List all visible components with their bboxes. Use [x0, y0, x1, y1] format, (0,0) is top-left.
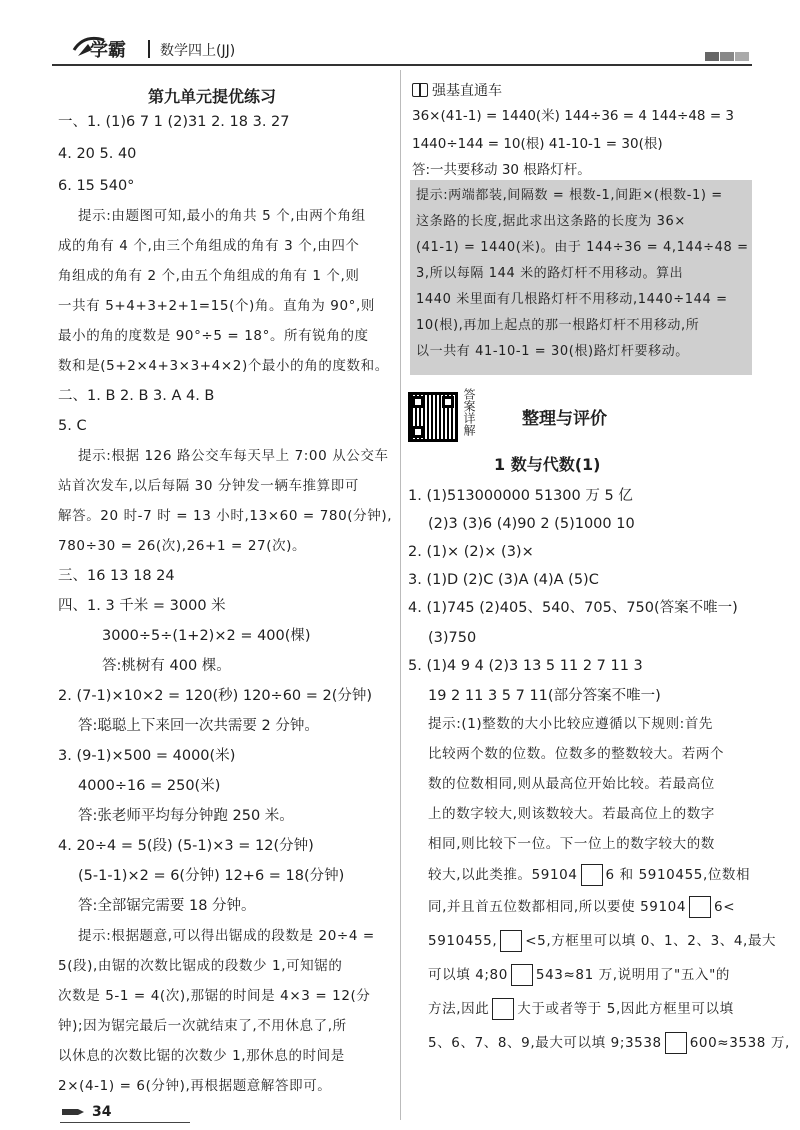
header-separator: [148, 40, 150, 58]
qr-code-icon[interactable]: [408, 392, 458, 442]
hint-line: 钟);因为锯完最后一次就结束了,不用休息了,所: [58, 1018, 347, 1034]
hint-line: 以休息的次数比锯的次数少 1,那休息的时间是: [58, 1048, 345, 1064]
blank-box: [500, 930, 522, 952]
header-rule: [52, 64, 752, 66]
hint-line: 提示:根据 126 路公交车每天早上 7:00 从公交车: [78, 448, 389, 464]
answer-line: 答:一共要移动 30 根路灯杆。: [412, 162, 591, 178]
blank-box: [689, 896, 711, 918]
page-header: [52, 30, 752, 66]
answer-line: 1. (1)513000000 51300 万 5 亿: [408, 488, 633, 504]
hint-line: 2×(4-1) = 6(分钟),再根据题意解答即可。: [58, 1078, 332, 1094]
page-number: 34: [92, 1104, 112, 1120]
answer-line: 二、1. B 2. B 3. A 4. B: [58, 388, 215, 404]
hint-line: 数的位数相同,则从最高位开始比较。若最高位: [428, 776, 715, 792]
column-divider: [400, 70, 401, 1120]
pencil-icon: [62, 1108, 84, 1116]
hint-line: 比较两个数的位数。位数多的整数较大。若两个: [428, 746, 725, 762]
answer-line: 3. (1)D (2)C (3)A (4)A (5)C: [408, 572, 599, 588]
hint-line: 5910455, <5,方框里可以填 0、1、2、3、4,最大: [428, 930, 776, 952]
hint-line: 提示:由题图可知,最小的角共 5 个,由两个角组: [78, 208, 366, 224]
answer-line: 2. (7-1)×10×2 = 120(秒) 120÷60 = 2(分钟): [58, 688, 373, 704]
hint-line: 方法,因此 大于或者等于 5,因此方框里可以填: [428, 998, 734, 1020]
hint-line: (41-1) = 1440(米)。由于 144÷36 = 4,144÷48 =: [416, 240, 749, 255]
hint-line: 角组成的角有 2 个,由五个角组成的角有 1 个,则: [58, 268, 360, 284]
section-title: 整理与评价: [522, 409, 607, 429]
hint-line: 一共有 5+4+3+2+1=15(个)角。直角为 90°,则: [58, 298, 376, 314]
qr-label: 答案详解: [462, 388, 476, 436]
answer-line: 答:全部锯完需要 18 分钟。: [78, 898, 256, 914]
brand-name: 学霸: [90, 40, 126, 61]
blank-box: [581, 864, 603, 886]
blank-box: [665, 1032, 687, 1054]
blank-box: [492, 998, 514, 1020]
hint-line: 5、6、7、8、9,最大可以填 9;3538 600≈3538 万,: [428, 1032, 790, 1054]
hint-line: 提示:根据题意,可以得出锯成的段数是 20÷4 =: [78, 928, 375, 944]
answer-line: 4. 20÷4 = 5(段) (5-1)×3 = 12(分钟): [58, 838, 314, 854]
answer-line: 答:张老师平均每分钟跑 250 米。: [78, 808, 294, 824]
answer-line: 3000÷5÷(1+2)×2 = 400(棵): [102, 628, 311, 644]
hint-line: 5(段),由锯的次数比锯成的段数少 1,可知锯的: [58, 958, 343, 974]
section-heading: [412, 80, 502, 100]
hint-line: 同,并且首五位数都相同,所以要使 59104 6<: [428, 896, 735, 918]
hint-line: 10(根),再加上起点的那一根路灯杆不用移动,所: [416, 318, 700, 333]
answer-line: 4. 20 5. 40: [58, 146, 137, 162]
book-subtitle: 数学四上(JJ): [160, 43, 236, 59]
hint-line: 这条路的长度,据此求出这条路的长度为 36×: [416, 214, 686, 229]
hint-line: 提示:(1)整数的大小比较应遵循以下规则:首先: [428, 716, 714, 732]
answer-line: 5. C: [58, 418, 87, 434]
answer-line: (2)3 (3)6 (4)90 2 (5)1000 10: [428, 516, 635, 532]
answer-line: 2. (1)× (2)× (3)×: [408, 544, 534, 560]
answer-line: 一、1. (1)6 7 1 (2)31 2. 18 3. 27: [58, 114, 290, 130]
answer-line: 4000÷16 = 250(米): [78, 778, 221, 794]
hint-line: 可以填 4;80 543≈81 万,说明用了"五入"的: [428, 964, 730, 986]
answer-line: 19 2 11 3 5 7 11(部分答案不唯一): [428, 688, 661, 704]
hint-line: 解答。20 时-7 时 = 13 小时,13×60 = 780(分钟),: [58, 508, 393, 524]
hint-line: 站首次发车,以后每隔 30 分钟发一辆车推算即可: [58, 478, 359, 494]
answer-line: (3)750: [428, 630, 477, 646]
footer-rule: [60, 1122, 190, 1123]
blank-box: [511, 964, 533, 986]
answer-line: 5. (1)4 9 4 (2)3 13 5 11 2 7 11 3: [408, 658, 643, 674]
hint-line: 1440 米里面有几根路灯杆不用移动,1440÷144 =: [416, 292, 728, 307]
hint-line: 上的数字较大,则该数较大。若最高位上的数字: [428, 806, 715, 822]
answer-line: 1440÷144 = 10(根) 41-10-1 = 30(根): [412, 136, 663, 152]
answer-line: 三、16 13 18 24: [58, 568, 175, 584]
hint-line: 较大,以此类推。59104 6 和 5910455,位数相: [428, 864, 750, 886]
hint-line: 3,所以每隔 144 米的路灯杆不用移动。算出: [416, 266, 684, 281]
section-heading-label: 强基直通车: [432, 83, 502, 99]
header-decoration: [704, 46, 750, 56]
hint-line: 成的角有 4 个,由三个角组成的角有 3 个,由四个: [58, 238, 360, 254]
hint-line: 数和是(5+2×4+3×3+4×2)个最小的角的度数和。: [58, 358, 389, 374]
answer-line: (5-1-1)×2 = 6(分钟) 12+6 = 18(分钟): [78, 868, 345, 884]
answer-line: 答:聪聪上下来回一次共需要 2 分钟。: [78, 718, 319, 734]
hint-line: 以一共有 41-10-1 = 30(根)路灯杆要移动。: [416, 344, 689, 359]
answer-line: 3. (9-1)×500 = 4000(米): [58, 748, 236, 764]
hint-line: 次数是 5-1 = 4(次),那锯的时间是 4×3 = 12(分: [58, 988, 371, 1004]
hint-line: 最小的角的度数是 90°÷5 = 18°。所有锐角的度: [58, 328, 369, 344]
answer-line: 36×(41-1) = 1440(米) 144÷36 = 4 144÷48 = 3: [412, 108, 735, 124]
hint-line: 提示:两端都装,间隔数 = 根数-1,间距×(根数-1) =: [416, 188, 723, 203]
answer-line: 四、1. 3 千米 = 3000 米: [58, 598, 226, 614]
sub-title: 1 数与代数(1): [494, 455, 601, 474]
answer-line: 4. (1)745 (2)405、540、705、750(答案不唯一): [408, 600, 738, 616]
hint-line: 相同,则比较下一位。下一位上的数字较大的数: [428, 836, 715, 852]
unit-title: 第九单元提优练习: [148, 87, 277, 106]
answer-line: 6. 15 540°: [58, 178, 135, 194]
answer-line: 答:桃树有 400 棵。: [102, 658, 231, 674]
book-icon: [412, 83, 428, 97]
hint-line: 780÷30 = 26(次),26+1 = 27(次)。: [58, 538, 307, 554]
